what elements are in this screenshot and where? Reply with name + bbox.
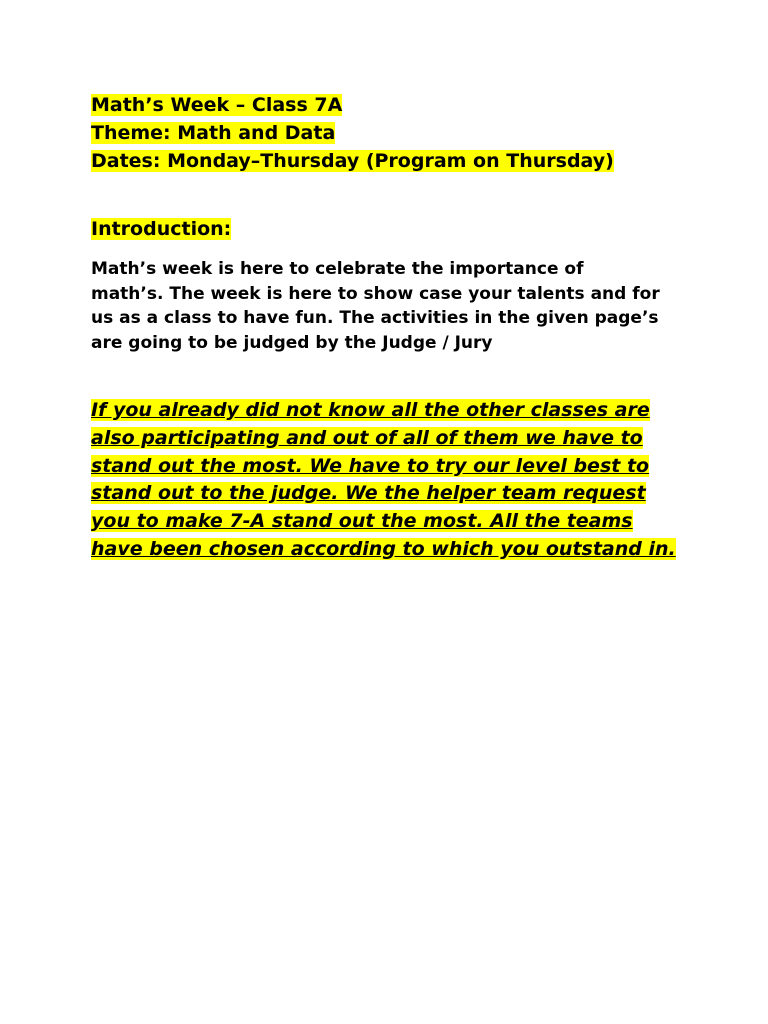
theme-text: Theme: Math and Data	[91, 122, 336, 144]
document-content	[91, 91, 691, 564]
theme-line	[91, 119, 691, 147]
page-title: Math’s Week – Class 7A	[91, 94, 343, 116]
notice-text: If you already did not know all the other classes are also participating and out of all of them we have to stand out the most. We have to try our level best to stand out to the judge. We the helper team request you to make 7-A stand out the most. All the teams have been chosen according to which you outstand in.	[91, 399, 676, 560]
introduction-section	[91, 215, 691, 355]
introduction-heading-line	[91, 215, 691, 243]
dates-text: Dates: Monday–Thursday (Program on Thursday)	[91, 150, 614, 172]
document-header	[91, 91, 691, 175]
notice-paragraph	[91, 397, 681, 564]
introduction-heading: Introduction:	[91, 218, 232, 240]
dates-line	[91, 147, 691, 175]
introduction-body: Math’s week is here to celebrate the importance of math’s. The week is here to show case your talents and for us as a class to have fun. The activities in the given page’s are going to be judged by the Judge / Jury	[91, 259, 660, 353]
title-line	[91, 91, 691, 119]
